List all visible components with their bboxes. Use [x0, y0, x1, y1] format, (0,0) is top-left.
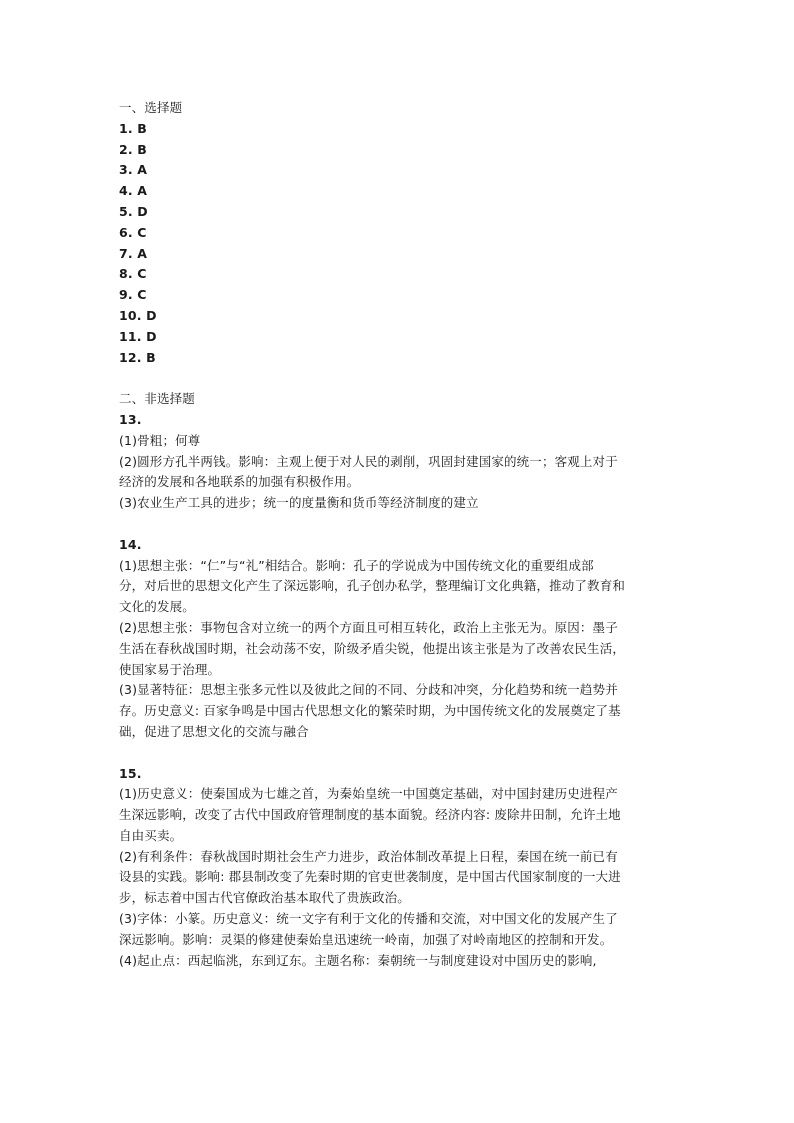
spacer: [119, 514, 689, 535]
spacer: [119, 368, 689, 389]
choice-answer: 8. C: [119, 266, 147, 282]
answer-line: 分，对后世的思想文化产生了深远影响，孔子创办私学，整理编订文化典籍，推动了教育和: [119, 578, 626, 594]
choice-answer: 11. D: [119, 328, 157, 344]
answer-line: 经济的发展和各地联系的加强有积极作用。: [119, 474, 360, 490]
question-number: 14.: [119, 536, 142, 552]
answer-line: (3)农业生产工具的进步；统一的度量衡和货币等经济制度的建立: [119, 495, 479, 511]
section-heading-nonchoice: 二、非选择题: [119, 391, 195, 407]
choice-answer: 6. C: [119, 224, 147, 240]
choice-answer-list: [119, 119, 689, 369]
answer-line: (2)有利条件：春秋战国时期社会生产力进步，政治体制改革提上日程，秦国在统一前已有: [119, 848, 618, 864]
choice-answer: 3. A: [119, 162, 148, 178]
choice-answer: 1. B: [119, 120, 147, 136]
answer-key-page: [119, 98, 689, 971]
choice-answer: 12. B: [119, 349, 156, 365]
choice-answer: 5. D: [119, 203, 148, 219]
answer-line: (4)起止点：西起临洮，东到辽东。主题名称：秦朝统一与制度建设对中国历史的影响,: [119, 952, 597, 968]
choice-answer: 4. A: [119, 183, 148, 199]
answer-line: 步，标志着中国古代官僚政治基本取代了贵族政治。: [119, 890, 410, 906]
answer-line: (2)圆形方孔半两钱。影响：主观上便于对人民的剥削，巩固封建国家的统一；客观上对于: [119, 453, 618, 469]
answer-line: (3)字体：小篆。历史意义：统一文字有利于文化的传播和交流，对中国文化的发展产生了: [119, 911, 618, 927]
spacer: [119, 743, 689, 764]
answer-line: (1)历史意义：使秦国成为七雄之首，为秦始皇统一中国奠定基础，对中国封建历史进程产: [119, 786, 618, 802]
answer-line: 深远影响。影响：灵渠的修建使秦始皇迅速统一岭南，加强了对岭南地区的控制和开发。: [119, 931, 613, 947]
choice-answer: 7. A: [119, 245, 148, 261]
section-heading-choice: 一、选择题: [119, 100, 183, 115]
question-number: 15.: [119, 765, 142, 781]
answer-line: 自由买卖。: [119, 827, 183, 843]
answer-line: 存。历史意义: 百家争鸣是中国古代思想文化的繁荣时期，为中国传统文化的发展奠定了基: [119, 703, 621, 719]
answer-line: 生深远影响，改变了古代中国政府管理制度的基本面貌。经济内容: 废除井田制，允许土地: [119, 807, 621, 823]
answer-line: 设县的实践。影响: 郡县制改变了先秦时期的官吏世袭制度，是中国古代国家制度的一大进: [119, 869, 621, 885]
answer-line: 础，促进了思想文化的交流与融合: [119, 723, 309, 739]
question-14: [119, 535, 689, 743]
answer-line: (1)思想主张：“仁”与“礼”相结合。影响：孔子的学说成为中国传统文化的重要组成部: [119, 557, 594, 573]
question-15: [119, 764, 689, 972]
answer-line: 文化的发展。: [119, 599, 195, 615]
answer-line: (2)思想主张：事物包含对立统一的两个方面且可相互转化，政治上主张无为。原因：墨子: [119, 619, 618, 635]
answer-line: 使国家易于治理。: [119, 661, 221, 677]
answer-line: 生活在春秋战国时期，社会动荡不安，阶级矛盾尖锐，他提出该主张是为了改善农民生活，: [119, 640, 626, 656]
question-number: 13.: [119, 411, 142, 427]
choice-answer: 2. B: [119, 141, 147, 157]
answer-line: (3)显著特征：思想主张多元性以及彼此之间的不同、分歧和冲突，分化趋势和统一趋势并: [119, 682, 618, 698]
choice-answer: 10. D: [119, 307, 157, 323]
choice-answer: 9. C: [119, 287, 147, 303]
question-13: [119, 410, 689, 514]
answer-line: (1)骨粗；何尊: [119, 432, 201, 448]
